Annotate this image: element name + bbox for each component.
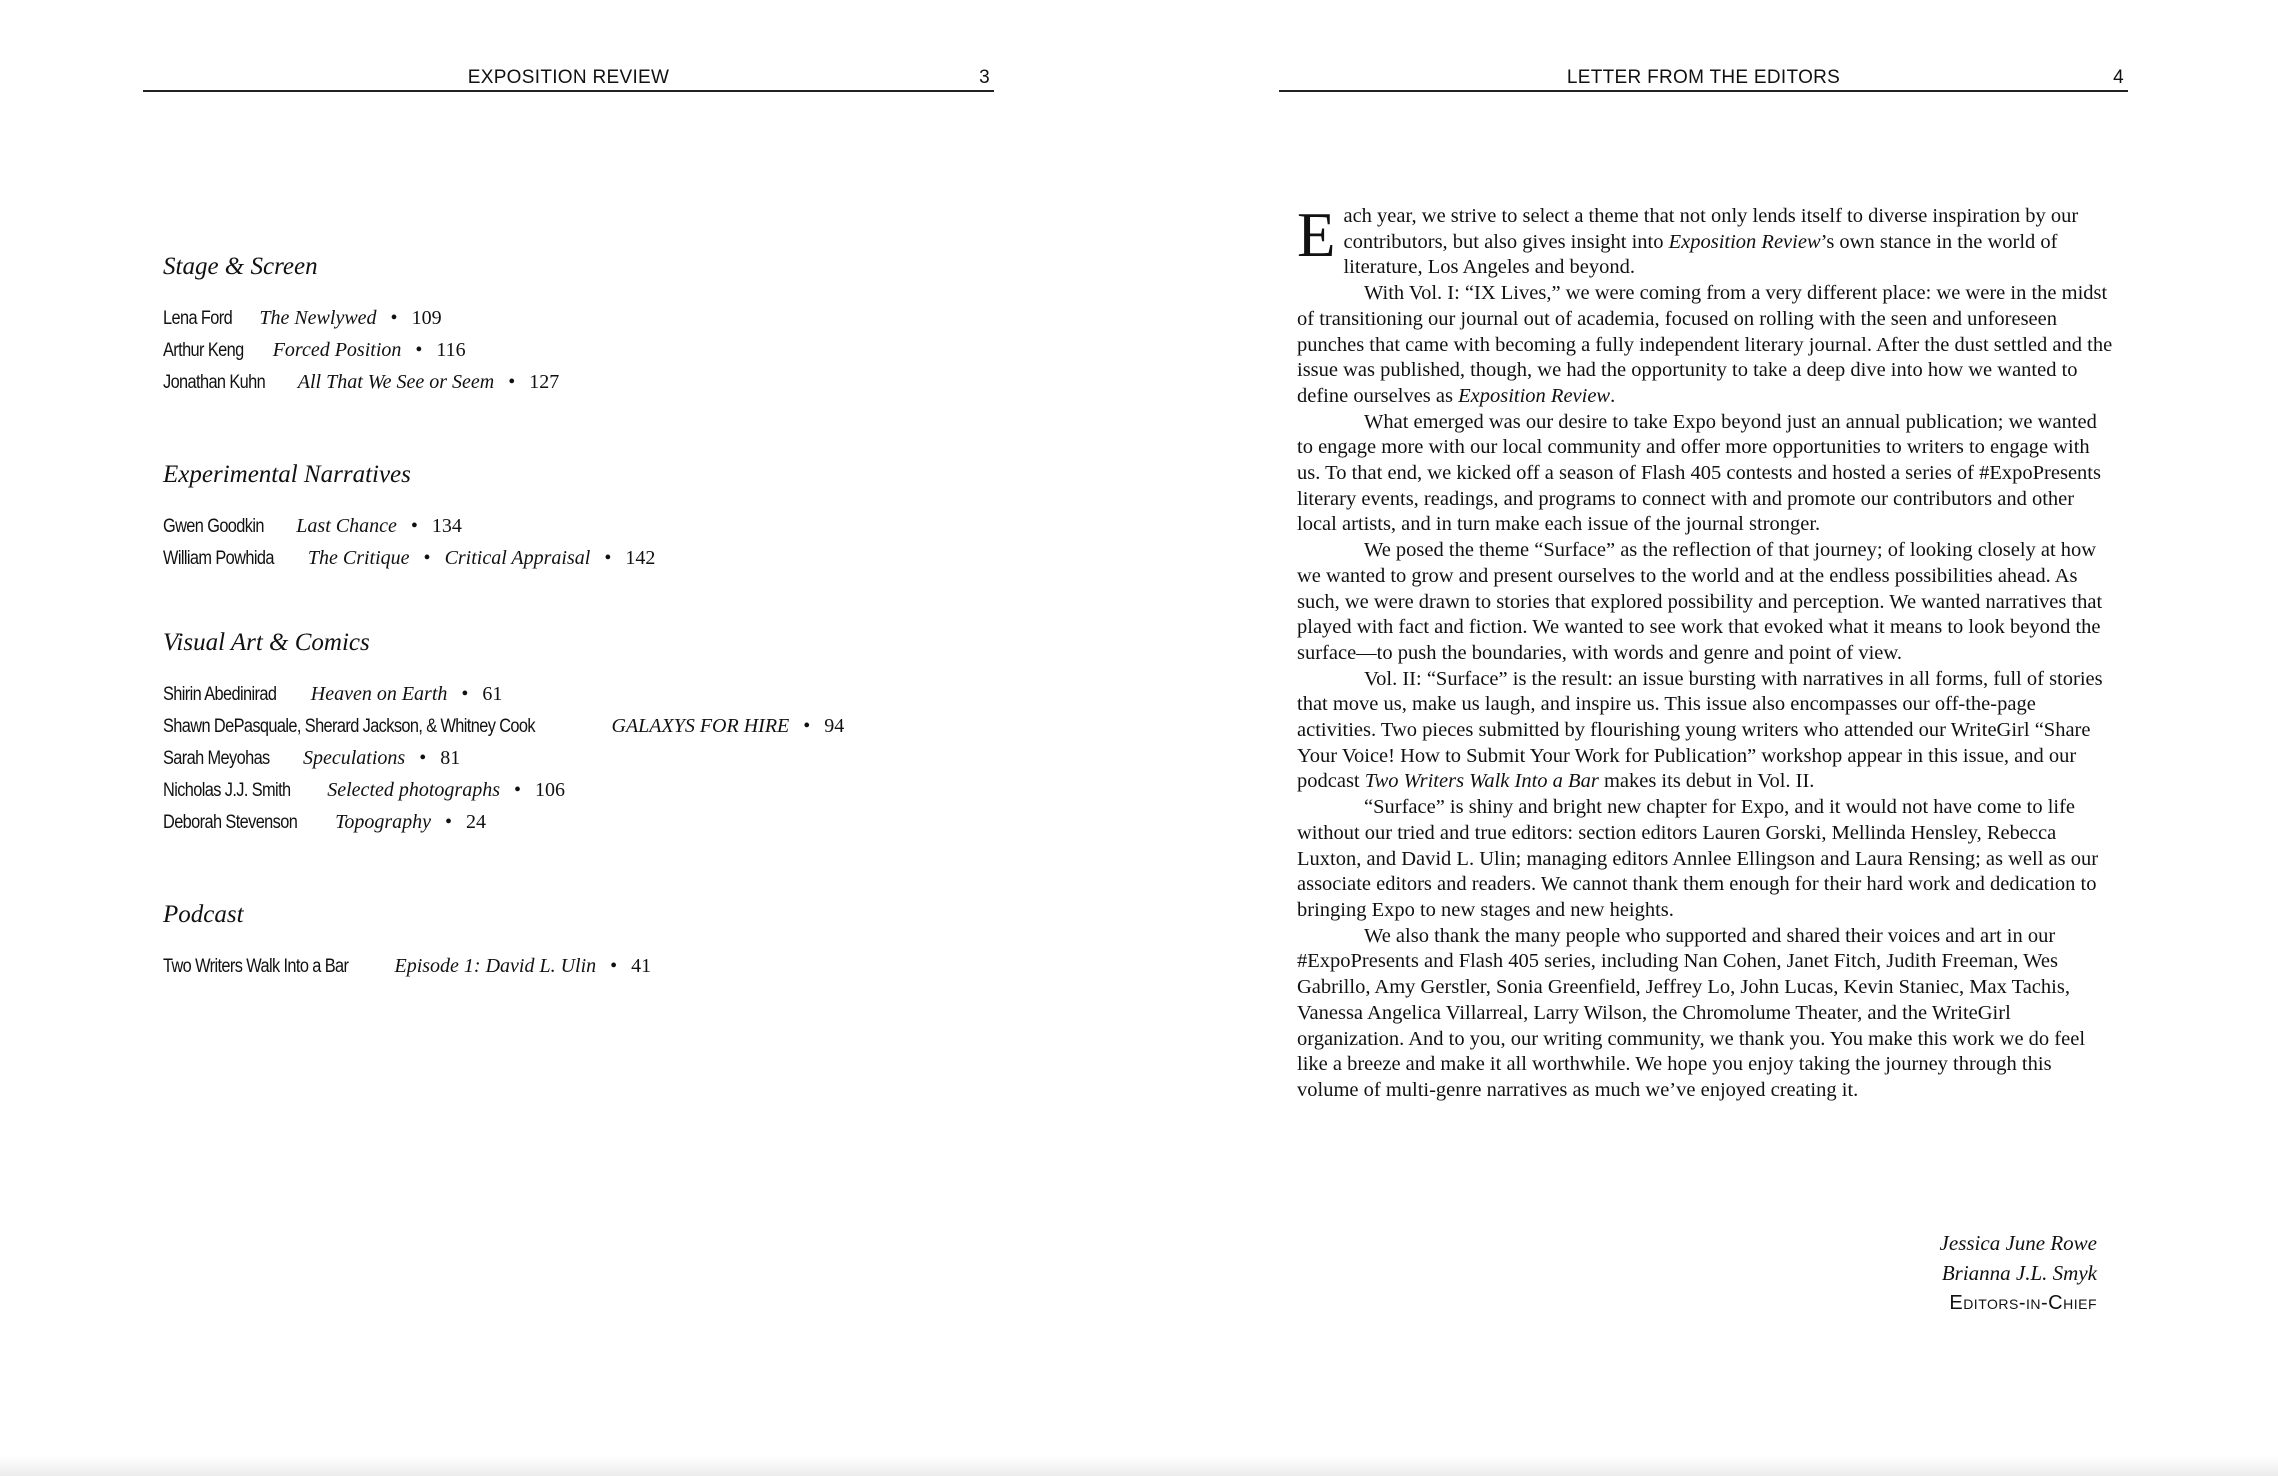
work-title: Speculations <box>302 747 406 769</box>
page-bottom-edge <box>0 1456 2278 1476</box>
work-title: Topography <box>335 811 432 833</box>
letter-text: makes its debut in Vol. II. <box>1598 770 1815 793</box>
signoff <box>1940 1228 2097 1318</box>
author-name: Shirin Abedinirad <box>163 684 277 705</box>
toc-entry[interactable] <box>163 806 983 838</box>
separator-bullet: • <box>415 339 423 361</box>
editor-name: Brianna J.L. Smyk <box>1941 1261 2097 1285</box>
author-name: Deborah Stevenson <box>163 812 298 833</box>
work-title: The Critique <box>307 547 410 569</box>
right-page <box>1139 0 2278 1476</box>
section-heading: Podcast <box>163 901 244 928</box>
letter-paragraph <box>1297 667 2115 796</box>
letter-paragraph <box>1297 281 2115 410</box>
running-head-title: LETTER FROM THE EDITORS <box>1566 67 1841 88</box>
running-head-left <box>143 64 994 92</box>
work-title: Forced Position <box>272 339 402 361</box>
running-head-right <box>1279 64 2128 92</box>
letter-text: ach year, we strive to select a theme that not only lends itself to diverse inspiration by our contributors, but also gives insight into <box>1343 205 2079 253</box>
author-name: Arthur Keng <box>163 340 244 361</box>
toc-section-experimental-narratives <box>163 458 983 574</box>
toc-entry[interactable] <box>163 742 983 774</box>
page-ref: 142 <box>625 547 656 569</box>
work-title: Selected photographs <box>327 779 500 801</box>
work-title: Last Chance <box>296 515 397 537</box>
toc-section-stage-screen <box>163 250 983 398</box>
editors-letter <box>1297 200 2115 1104</box>
letter-paragraph <box>1297 200 2115 281</box>
section-heading: Experimental Narratives <box>163 461 411 488</box>
work-title: Episode 1: David L. Ulin <box>394 955 597 977</box>
section-heading: Visual Art & Comics <box>163 629 370 656</box>
journal-title: Exposition Review <box>1668 230 1821 253</box>
toc-entry[interactable] <box>163 542 983 574</box>
work-title: GALAXYS FOR HIRE <box>611 715 790 737</box>
author-name: William Powhida <box>163 548 274 569</box>
separator-bullet: • <box>423 547 431 569</box>
page-ref: 81 <box>440 747 461 769</box>
page-ref: 106 <box>535 779 566 801</box>
running-head-title: EXPOSITION REVIEW <box>467 67 670 88</box>
work-title: Heaven on Earth <box>310 683 448 705</box>
toc-entry[interactable] <box>163 678 983 710</box>
separator-bullet: • <box>419 747 427 769</box>
separator-bullet: • <box>803 715 811 737</box>
page-number: 4 <box>2113 67 2124 88</box>
toc-entry[interactable] <box>163 774 983 806</box>
table-of-contents <box>163 250 983 982</box>
page-ref: 116 <box>436 339 466 361</box>
toc-entry[interactable] <box>163 334 983 366</box>
page-ref: 134 <box>431 515 462 537</box>
toc-section-visual-art-comics <box>163 626 983 838</box>
separator-bullet: • <box>604 547 612 569</box>
toc-entry[interactable] <box>163 302 983 334</box>
letter-paragraph: “Surface” is shiny and bright new chapter for Expo, and it would not have come to life without our tried and true editors: section editors Lauren Gorski, Mellinda Hensley, Rebecca Luxton, and David L. Ulin; managing editors Annlee Ellingson and Laura Rensing; as well as our associate editors and readers. We cannot thank them enough for their hard work and dedication to bringing Expo to new stages and new heights. <box>1297 796 2099 921</box>
separator-bullet: • <box>445 811 453 833</box>
author-name: Gwen Goodkin <box>163 516 264 537</box>
author-name: Shawn DePasquale, Sherard Jackson, & Whitney Cook <box>163 716 535 737</box>
page-ref: 109 <box>411 307 442 329</box>
section-heading: Stage & Screen <box>163 253 318 280</box>
separator-bullet: • <box>514 779 522 801</box>
separator-bullet: • <box>390 307 398 329</box>
page-ref: 127 <box>529 371 560 393</box>
author-name: Jonathan Kuhn <box>163 372 266 393</box>
toc-entry[interactable] <box>163 710 983 742</box>
letter-text: With Vol. I: “IX Lives,” we were coming from a very different place: we were in the midst of transitioning our journal out of academia, focused on rolling with the seen and unforeseen punches that came with becoming a fully independent literary journal. After the dust settled and the issue was published, though, we had the opportunity to take a deep dive into how we wanted to define ourselves as <box>1297 282 2113 407</box>
page-ref: 61 <box>482 683 503 705</box>
letter-text: Vol. II: “Surface” is the result: an issue bursting with narratives in all forms, full of stories that move us, make us laugh, and inspire us. This issue also encompasses our off-the-page activities. Two pieces submitted by flourishing young writers who attended our WriteGirl “Share Your Voice! How to Submit Your Work for Publication” workshop appear in this issue, and our podcast <box>1297 667 2103 793</box>
work-title: The Newlywed <box>259 307 377 329</box>
work-title: All That We See or Seem <box>297 371 495 393</box>
page-ref: 24 <box>466 811 487 833</box>
letter-text: ’s own stance in the world of literature, Los Angeles and beyond. <box>1343 230 2058 279</box>
author-name: Lena Ford <box>163 308 233 329</box>
separator-bullet: • <box>610 955 618 977</box>
toc-entry[interactable] <box>163 366 983 398</box>
toc-entry[interactable] <box>163 510 983 542</box>
author-name: Nicholas J.J. Smith <box>163 780 291 801</box>
page-number: 3 <box>979 67 990 88</box>
letter-paragraph: We also thank the many people who supported and shared their voices and art in our #ExpoPresents and Flash 405 series, including Nan Cohen, Janet Fitch, Judith Freeman, Wes Gabrillo, Amy Gerstler, Sonia Greenfield, Jeffrey Lo, John Lucas, Kevin Staniec, Max Tachis, Vanessa Angelica Villarreal, Larry Wilson, the Chromolume Theater, and the WriteGirl organization. And to you, our writing community, we thank you. You make this work we do feel like a breeze and make it all worthwhile. We hope you enjoy taking the journey through this volume of multi-genre narratives as much we’ve enjoyed creating it. <box>1297 924 2086 1101</box>
letter-text: . <box>1610 384 1616 407</box>
editor-name: Jessica June Rowe <box>1939 1231 2097 1255</box>
separator-bullet: • <box>410 515 418 537</box>
page-ref: 41 <box>631 955 652 977</box>
author-name: Two Writers Walk Into a Bar <box>163 956 349 977</box>
page-ref: 94 <box>824 715 845 737</box>
letter-paragraph: We posed the theme “Surface” as the reflection of that journey; of looking closely at how we wanted to grow and present ourselves to the world and at the endless possibilities ahead. As such, we were drawn to stories that explored possibility and perception. We wanted narratives that played with fact and fiction. We wanted to see work that evoked what it means to look beyond the surface—to push the boundaries, with words and genre and point of view. <box>1297 539 2103 664</box>
letter-paragraph: What emerged was our desire to take Expo beyond just an annual publication; we wanted to engage more with our local community and offer more opportunities to writers to engage with us. To that end, we kicked off a season of Flash 405 contests and hosted a series of #ExpoPresents literary events, readings, and programs to connect with and promote our contributors and other local artists, and in turn make each issue of the journal stronger. <box>1297 410 2101 536</box>
drop-cap: E <box>1297 200 1336 270</box>
toc-entry[interactable] <box>163 950 983 982</box>
editor-role: Editors-in-Chief <box>1949 1292 2097 1314</box>
toc-section-podcast <box>163 898 983 982</box>
journal-title: Exposition Review <box>1458 384 1611 407</box>
separator-bullet: • <box>508 371 516 393</box>
podcast-title: Two Writers Walk Into a Bar <box>1364 770 1599 793</box>
work-title: Critical Appraisal <box>444 547 591 569</box>
separator-bullet: • <box>461 683 469 705</box>
author-name: Sarah Meyohas <box>163 748 270 769</box>
